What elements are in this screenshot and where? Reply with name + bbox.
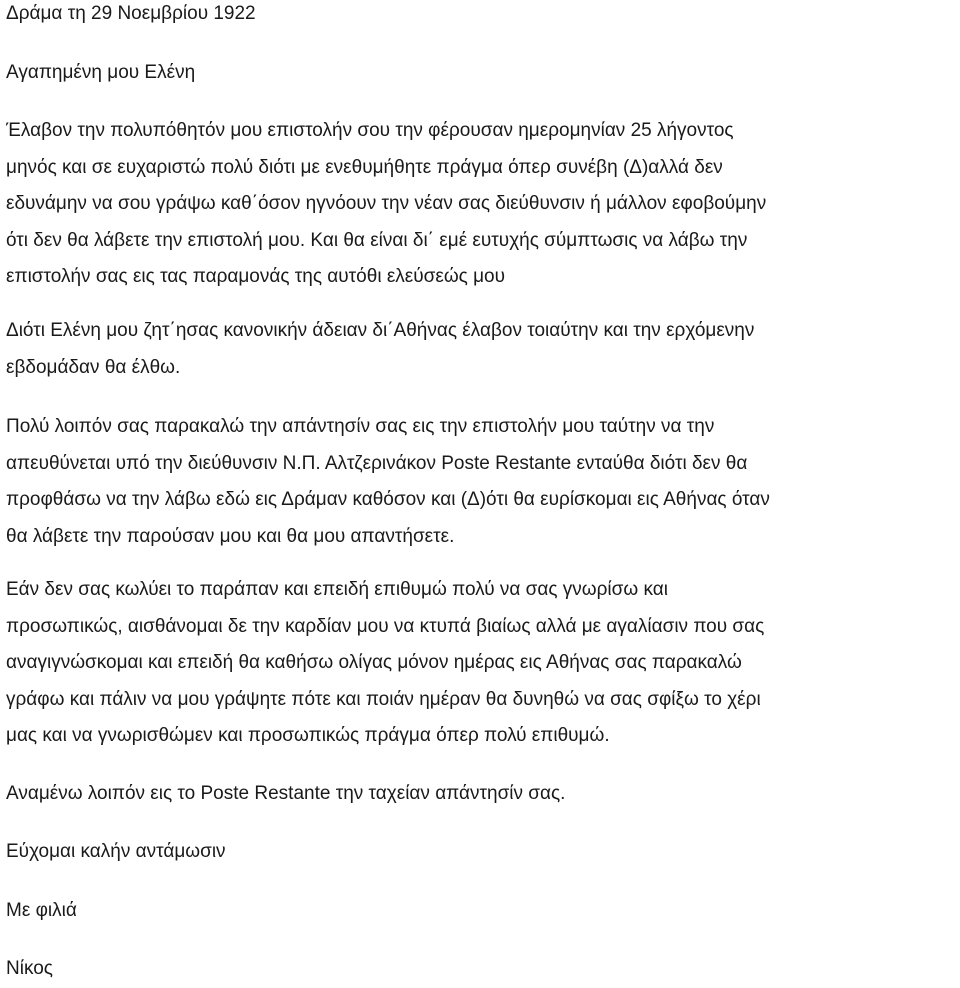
greeting-text: Αγαπημένη μου Ελένη: [6, 62, 196, 83]
paragraph-line: προφθάσω να την λάβω εδώ εις Δράμαν καθόσον και (Δ)ότι θα ευρίσκομαι εις Αθήνας όταν: [6, 489, 770, 510]
paragraph-line: Διότι Ελένη μου ζητ΄ησας κανονικήν άδειαν δι΄Αθήνας έλαβον τοιαύτην και την ερχόμενην: [6, 320, 755, 341]
paragraph-4: [6, 572, 956, 755]
paragraph-line: γράφω και πάλιν να μου γράψητε πότε και ποιάν ημέραν θα δυνηθώ να σας σφίξω το χέρι: [6, 688, 761, 710]
paragraph-2: [6, 313, 956, 386]
date-line: [6, 0, 956, 33]
paragraph-line: επιστολήν σας εις τας παραμονάς της αυτόθι ελεύσεώς μου: [6, 266, 506, 287]
signature: [6, 951, 956, 988]
signature-text: Νίκος: [6, 958, 53, 979]
paragraph-line: Έλαβον την πολυπόθητόν μου επιστολήν σου την φέρουσαν ημερομηνίαν 25 λήγοντος: [6, 120, 734, 141]
paragraph-line: μας και να γνωρισθώμεν και προσωπικώς πράγμα όπερ πολύ επιθυμώ.: [6, 725, 610, 746]
paragraph-line: απευθύνεται υπό την διεύθυνσιν Ν.Π. Αλτζερινάκον Poste Restante ενταύθα διότι δεν θα: [6, 452, 748, 474]
paragraph-1: [6, 113, 956, 296]
paragraph-line: Αναμένω λοιπόν εις το Poste Restante την ταχείαν απάντησίν σας.: [6, 783, 566, 804]
closing-wish-text: Εύχομαι καλήν αντάμωσιν: [6, 841, 226, 862]
date-line-text: Δράμα τη 29 Νοεμβρίου 1922: [6, 3, 256, 24]
greeting: [6, 55, 956, 92]
paragraph-line: Εάν δεν σας κωλύει το παράπαν και επειδή επιθυμώ πολύ να σας γνωρίσω και: [6, 579, 668, 600]
paragraph-3: [6, 409, 956, 555]
closing-wish: [6, 834, 956, 871]
closing-salutation-text: Με φιλιά: [6, 900, 77, 921]
paragraph-line: αναγιγνώσκομαι και επειδή θα καθήσω ολίγας μόνον ημέρας εις Αθήνας σας παρακαλώ: [6, 652, 742, 673]
paragraph-line: θα λάβετε την παρούσαν μου και θα μου απαντήσετε.: [6, 525, 455, 547]
paragraph-5: [6, 776, 956, 813]
paragraph-line: μηνός και σε ευχαριστώ πολύ διότι με ενεθυμήθητε πράγμα όπερ συνέβη (Δ)αλλά δεν: [6, 156, 723, 178]
paragraph-line: προσωπικώς, αισθάνομαι δε την καρδίαν μου να κτυπά βιαίως αλλά με αγαλίασιν που σας: [6, 615, 765, 637]
closing-salutation: [6, 893, 956, 930]
paragraph-line: εβδομάδαν θα έλθω.: [6, 356, 181, 378]
paragraph-line: Πολύ λοιπόν σας παρακαλώ την απάντησίν σας εις την επιστολήν μου ταύτην να την: [6, 416, 715, 437]
paragraph-line: εδυνάμην να σου γράψω καθ΄όσον ηγνόουν την νέαν σας διεύθυνσιν ή μάλλον εφοβούμην: [6, 193, 767, 214]
paragraph-line: ότι δεν θα λάβετε την επιστολή μου. Και θα είναι δι΄ εμέ ευτυχής σύμπτωσις να λάβω την: [6, 229, 748, 251]
